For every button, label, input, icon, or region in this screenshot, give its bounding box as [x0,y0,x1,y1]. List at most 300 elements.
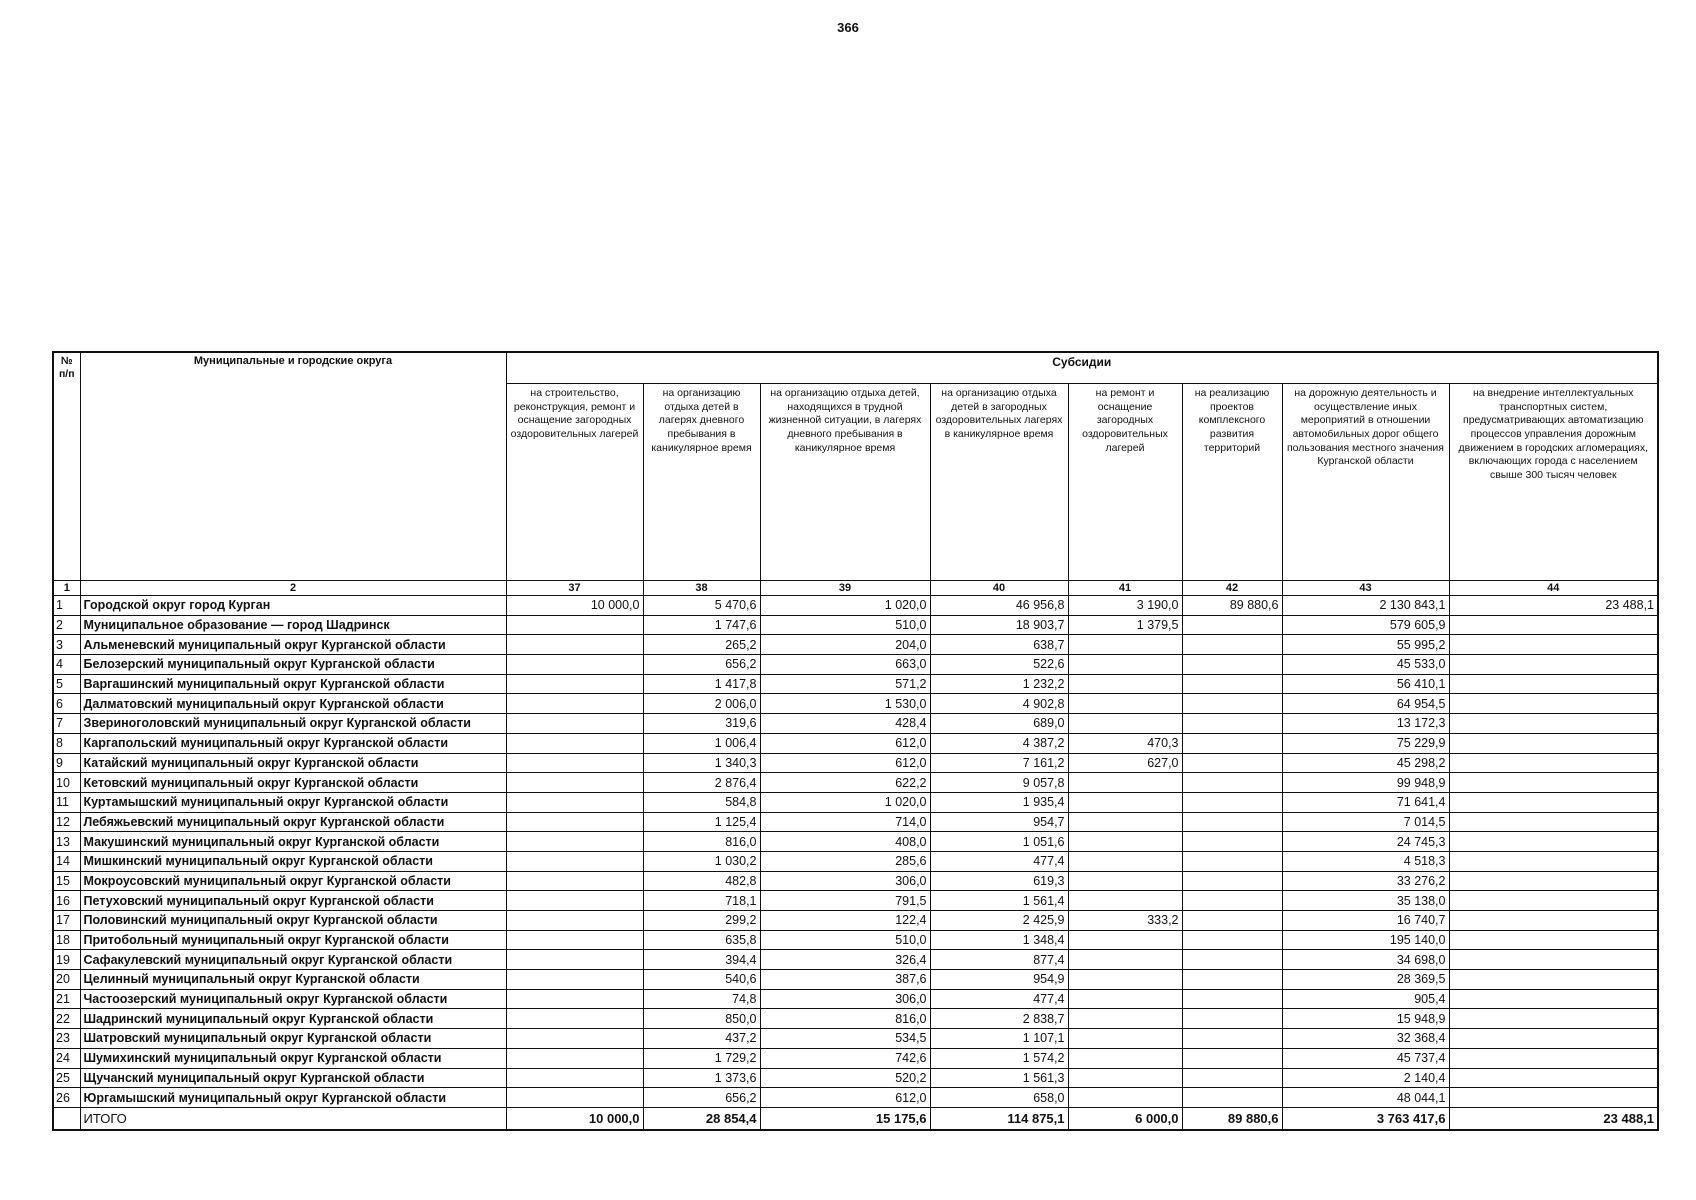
subsidy-value-cell-37: 10 000,0 [506,596,643,616]
subsidy-value-cell-39: 1 530,0 [760,694,930,714]
subsidy-value-cell-42 [1182,635,1282,655]
total-value-37: 10 000,0 [506,1107,643,1130]
subsidy-value-cell-42 [1182,950,1282,970]
table-body [53,596,1658,1108]
subsidy-value-cell-44 [1449,1068,1658,1088]
subsidy-value-cell-38: 1 030,2 [643,851,760,871]
table-row [53,615,1658,635]
subsidy-value-cell-43: 99 948,9 [1282,773,1449,793]
header-sub-37: на строительство, реконструкция, ремонт и оснащение загородных оздоровительных лагерей [506,384,643,581]
column-number: 2 [80,581,506,596]
subsidy-value-cell-44 [1449,615,1658,635]
subsidy-value-cell-43: 195 140,0 [1282,930,1449,950]
table-row [53,950,1658,970]
subsidy-value-cell-37 [506,851,643,871]
table-row [53,773,1658,793]
subsidy-value-cell-38: 265,2 [643,635,760,655]
subsidy-value-cell-39: 408,0 [760,832,930,852]
table-row [53,891,1658,911]
subsidy-value-cell-42 [1182,714,1282,734]
subsidy-value-cell-42 [1182,694,1282,714]
table-row [53,930,1658,950]
subsidy-value-cell-43: 2 130 843,1 [1282,596,1449,616]
subsidy-value-cell-41 [1068,635,1182,655]
subsidy-value-cell-40: 2 838,7 [930,1009,1068,1029]
subsidy-value-cell-43: 32 368,4 [1282,1029,1449,1049]
table-row [53,733,1658,753]
subsidy-value-cell-40: 4 387,2 [930,733,1068,753]
subsidy-value-cell-43: 579 605,9 [1282,615,1449,635]
subsidy-value-cell-37 [506,891,643,911]
subsidy-value-cell-44 [1449,851,1658,871]
table-row [53,714,1658,734]
subsidy-value-cell-37 [506,655,643,675]
subsidy-value-cell-40: 1 051,6 [930,832,1068,852]
subsidy-value-cell-41 [1068,950,1182,970]
subsidy-value-cell-39: 612,0 [760,733,930,753]
subsidy-value-cell-41 [1068,792,1182,812]
subsidy-value-cell-38: 635,8 [643,930,760,950]
district-name-cell: Притобольный муниципальный округ Курганской области [80,930,506,950]
subsidy-value-cell-44 [1449,970,1658,990]
subsidy-value-cell-39: 387,6 [760,970,930,990]
header-sub-41: на ремонт и оснащение загородных оздоровительных лагерей [1068,384,1182,581]
subsidy-value-cell-41 [1068,714,1182,734]
subsidy-value-cell-38: 482,8 [643,871,760,891]
table-row [53,970,1658,990]
subsidy-table [52,351,1659,1131]
column-number: 42 [1182,581,1282,596]
table-row [53,851,1658,871]
header-sub-44: на внедрение интеллектуальных транспортных систем, предусматривающих автоматизацию процессов управления дорожным движением в городских агломерациях, включающих города с населением свыше 300 тысяч человек [1449,384,1658,581]
subsidy-value-cell-43: 28 369,5 [1282,970,1449,990]
total-label: ИТОГО [80,1107,506,1130]
subsidy-value-cell-44 [1449,655,1658,675]
header-sub-38: на организацию отдыха детей в лагерях дневного пребывания в каникулярное время [643,384,760,581]
subsidy-value-cell-40: 9 057,8 [930,773,1068,793]
district-name-cell: Катайский муниципальный округ Курганской области [80,753,506,773]
total-value-43: 3 763 417,6 [1282,1107,1449,1130]
subsidy-value-cell-40: 1 232,2 [930,674,1068,694]
district-name-cell: Мокроусовский муниципальный округ Курганской области [80,871,506,891]
subsidy-value-cell-40: 1 107,1 [930,1029,1068,1049]
subsidy-value-cell-37 [506,792,643,812]
subsidy-value-cell-44 [1449,1088,1658,1108]
subsidy-value-cell-39: 306,0 [760,989,930,1009]
subsidy-value-cell-44 [1449,792,1658,812]
subsidy-value-cell-38: 850,0 [643,1009,760,1029]
district-name-cell: Шумихинский муниципальный округ Курганской области [80,1048,506,1068]
subsidy-value-cell-40: 619,3 [930,871,1068,891]
subsidy-value-cell-40: 46 956,8 [930,596,1068,616]
table-row [53,1068,1658,1088]
header-districts: Муниципальные и городские округа [80,352,506,581]
row-number-cell: 13 [53,832,80,852]
row-number-cell: 8 [53,733,80,753]
subsidy-value-cell-42 [1182,773,1282,793]
subsidy-value-cell-43: 13 172,3 [1282,714,1449,734]
row-number-cell: 5 [53,674,80,694]
header-row-number: № п/п [53,352,80,581]
district-name-cell: Целинный муниципальный округ Курганской области [80,970,506,990]
subsidy-value-cell-40: 877,4 [930,950,1068,970]
subsidy-value-cell-39: 122,4 [760,911,930,931]
district-name-cell: Кетовский муниципальный округ Курганской области [80,773,506,793]
subsidy-value-cell-40: 2 425,9 [930,911,1068,931]
subsidy-value-cell-41 [1068,674,1182,694]
district-name-cell: Сафакулевский муниципальный округ Курганской области [80,950,506,970]
row-number-cell: 12 [53,812,80,832]
subsidy-value-cell-42 [1182,871,1282,891]
subsidy-table-container [52,351,1657,1131]
district-name-cell: Шатровский муниципальный округ Курганской области [80,1029,506,1049]
subsidy-value-cell-39: 742,6 [760,1048,930,1068]
subsidy-value-cell-44 [1449,635,1658,655]
row-number-cell: 20 [53,970,80,990]
subsidy-value-cell-39: 534,5 [760,1029,930,1049]
row-number-cell: 2 [53,615,80,635]
subsidy-value-cell-41: 1 379,5 [1068,615,1182,635]
table-row [53,989,1658,1009]
district-name-cell: Белозерский муниципальный округ Курганской области [80,655,506,675]
subsidy-value-cell-40: 638,7 [930,635,1068,655]
subsidy-value-cell-39: 663,0 [760,655,930,675]
subsidy-value-cell-38: 1 417,8 [643,674,760,694]
subsidy-value-cell-41 [1068,694,1182,714]
subsidy-value-cell-41 [1068,812,1182,832]
subsidy-value-cell-44 [1449,871,1658,891]
district-name-cell: Лебяжьевский муниципальный округ Курганской области [80,812,506,832]
header-sub-39: на организацию отдыха детей, находящихся в трудной жизненной ситуации, в лагерях дневного пребывания в каникулярное время [760,384,930,581]
subsidy-value-cell-40: 1 561,3 [930,1068,1068,1088]
subsidy-value-cell-43: 16 740,7 [1282,911,1449,931]
subsidy-value-cell-37 [506,812,643,832]
subsidy-value-cell-41 [1068,1048,1182,1068]
subsidy-value-cell-42 [1182,1068,1282,1088]
subsidy-value-cell-42 [1182,674,1282,694]
subsidy-value-cell-42 [1182,911,1282,931]
subsidy-value-cell-38: 1 729,2 [643,1048,760,1068]
subsidy-value-cell-39: 306,0 [760,871,930,891]
subsidy-value-cell-43: 56 410,1 [1282,674,1449,694]
subsidy-value-cell-39: 510,0 [760,930,930,950]
subsidy-value-cell-38: 584,8 [643,792,760,812]
total-value-39: 15 175,6 [760,1107,930,1130]
district-name-cell: Варгашинский муниципальный округ Курганской области [80,674,506,694]
row-number-cell: 9 [53,753,80,773]
subsidy-value-cell-42 [1182,832,1282,852]
subsidy-value-cell-37 [506,773,643,793]
subsidy-value-cell-44 [1449,950,1658,970]
subsidy-value-cell-41: 470,3 [1068,733,1182,753]
subsidy-value-cell-41 [1068,891,1182,911]
subsidy-value-cell-43: 75 229,9 [1282,733,1449,753]
row-number-cell: 21 [53,989,80,1009]
subsidy-value-cell-43: 45 737,4 [1282,1048,1449,1068]
subsidy-value-cell-43: 24 745,3 [1282,832,1449,852]
subsidy-value-cell-42 [1182,655,1282,675]
district-name-cell: Альменевский муниципальный округ Курганской области [80,635,506,655]
table-row [53,1048,1658,1068]
row-number-cell: 19 [53,950,80,970]
table-row [53,812,1658,832]
subsidy-value-cell-38: 1 125,4 [643,812,760,832]
subsidy-value-cell-42 [1182,792,1282,812]
subsidy-value-cell-40: 689,0 [930,714,1068,734]
subsidy-value-cell-42 [1182,812,1282,832]
subsidy-value-cell-38: 74,8 [643,989,760,1009]
subsidy-value-cell-44: 23 488,1 [1449,596,1658,616]
total-value-40: 114 875,1 [930,1107,1068,1130]
subsidy-value-cell-42 [1182,1029,1282,1049]
column-number: 43 [1282,581,1449,596]
page-number: 366 [837,20,859,35]
subsidy-value-cell-42 [1182,891,1282,911]
subsidy-value-cell-38: 718,1 [643,891,760,911]
subsidy-value-cell-42 [1182,733,1282,753]
subsidy-value-cell-37 [506,1029,643,1049]
row-number-cell: 23 [53,1029,80,1049]
subsidy-value-cell-40: 477,4 [930,989,1068,1009]
total-value-41: 6 000,0 [1068,1107,1182,1130]
row-number-cell: 10 [53,773,80,793]
district-name-cell: Макушинский муниципальный округ Курганской области [80,832,506,852]
subsidy-value-cell-41 [1068,930,1182,950]
subsidy-value-cell-37 [506,1068,643,1088]
district-name-cell: Далматовский муниципальный округ Курганской области [80,694,506,714]
column-number: 44 [1449,581,1658,596]
subsidy-value-cell-39: 326,4 [760,950,930,970]
subsidy-value-cell-40: 4 902,8 [930,694,1068,714]
subsidy-value-cell-37 [506,871,643,891]
column-number: 38 [643,581,760,596]
row-number-cell: 4 [53,655,80,675]
total-value-42: 89 880,6 [1182,1107,1282,1130]
table-row [53,694,1658,714]
subsidy-value-cell-42 [1182,930,1282,950]
subsidy-value-cell-43: 35 138,0 [1282,891,1449,911]
subsidy-value-cell-39: 612,0 [760,753,930,773]
subsidy-value-cell-42 [1182,615,1282,635]
subsidy-value-cell-38: 2 876,4 [643,773,760,793]
district-name-cell: Звериноголовский муниципальный округ Курганской области [80,714,506,734]
subsidy-value-cell-39: 612,0 [760,1088,930,1108]
subsidy-value-cell-43: 7 014,5 [1282,812,1449,832]
row-number-cell: 25 [53,1068,80,1088]
subsidy-value-cell-37 [506,1009,643,1029]
district-name-cell: Юргамышский муниципальный округ Курганской области [80,1088,506,1108]
subsidy-value-cell-42 [1182,1088,1282,1108]
subsidy-value-cell-40: 477,4 [930,851,1068,871]
subsidy-value-cell-43: 45 298,2 [1282,753,1449,773]
subsidy-value-cell-42: 89 880,6 [1182,596,1282,616]
row-number-cell: 14 [53,851,80,871]
subsidy-value-cell-41: 3 190,0 [1068,596,1182,616]
row-number-cell: 26 [53,1088,80,1108]
subsidy-value-cell-42 [1182,753,1282,773]
column-number: 39 [760,581,930,596]
subsidy-value-cell-41 [1068,989,1182,1009]
subsidy-value-cell-44 [1449,694,1658,714]
subsidy-value-cell-39: 714,0 [760,812,930,832]
subsidy-value-cell-39: 1 020,0 [760,596,930,616]
subsidy-value-cell-41 [1068,1029,1182,1049]
subsidy-value-cell-41: 333,2 [1068,911,1182,931]
subsidy-value-cell-37 [506,615,643,635]
table-row [53,871,1658,891]
subsidy-value-cell-40: 1 348,4 [930,930,1068,950]
subsidy-value-cell-38: 1 340,3 [643,753,760,773]
subsidy-value-cell-38: 1 373,6 [643,1068,760,1088]
subsidy-value-cell-40: 954,7 [930,812,1068,832]
subsidy-value-cell-43: 64 954,5 [1282,694,1449,714]
table-row [53,1088,1658,1108]
subsidy-value-cell-39: 285,6 [760,851,930,871]
row-number-cell: 1 [53,596,80,616]
subsidy-value-cell-44 [1449,1009,1658,1029]
subsidy-value-cell-38: 1 006,4 [643,733,760,753]
subsidy-value-cell-39: 520,2 [760,1068,930,1088]
subsidy-value-cell-37 [506,989,643,1009]
subsidy-value-cell-43: 905,4 [1282,989,1449,1009]
table-row [53,911,1658,931]
district-name-cell: Шадринский муниципальный округ Курганской области [80,1009,506,1029]
subsidy-value-cell-38: 5 470,6 [643,596,760,616]
subsidy-value-cell-43: 55 995,2 [1282,635,1449,655]
subsidy-value-cell-39: 204,0 [760,635,930,655]
subsidy-value-cell-38: 1 747,6 [643,615,760,635]
subsidy-value-cell-42 [1182,851,1282,871]
row-number-cell: 16 [53,891,80,911]
row-number-cell: 22 [53,1009,80,1029]
district-name-cell: Половинский муниципальный округ Курганской области [80,911,506,931]
subsidy-value-cell-41: 627,0 [1068,753,1182,773]
subsidy-value-cell-40: 954,9 [930,970,1068,990]
subsidy-value-cell-37 [506,832,643,852]
subsidy-value-cell-41 [1068,871,1182,891]
subsidy-value-cell-37 [506,733,643,753]
subsidy-value-cell-44 [1449,812,1658,832]
row-number-cell: 3 [53,635,80,655]
subsidy-value-cell-37 [506,694,643,714]
subsidy-value-cell-43: 48 044,1 [1282,1088,1449,1108]
table-row [53,792,1658,812]
district-name-cell: Муниципальное образование — город Шадринск [80,615,506,635]
subsidy-value-cell-39: 1 020,0 [760,792,930,812]
subsidy-value-cell-37 [506,635,643,655]
table-row [53,832,1658,852]
subsidy-value-cell-37 [506,970,643,990]
subsidy-value-cell-40: 1 561,4 [930,891,1068,911]
total-row-number-cell [53,1107,80,1130]
subsidy-value-cell-39: 622,2 [760,773,930,793]
district-name-cell: Городской округ город Курган [80,596,506,616]
column-number: 40 [930,581,1068,596]
subsidy-value-cell-37 [506,1088,643,1108]
subsidy-value-cell-38: 319,6 [643,714,760,734]
table-row [53,753,1658,773]
subsidy-value-cell-44 [1449,832,1658,852]
subsidy-value-cell-44 [1449,911,1658,931]
subsidy-value-cell-37 [506,674,643,694]
column-number: 41 [1068,581,1182,596]
subsidy-value-cell-38: 299,2 [643,911,760,931]
subsidy-value-cell-41 [1068,1088,1182,1108]
subsidy-value-cell-40: 658,0 [930,1088,1068,1108]
subsidy-value-cell-42 [1182,970,1282,990]
district-name-cell: Щучанский муниципальный округ Курганской области [80,1068,506,1088]
subsidy-value-cell-38: 394,4 [643,950,760,970]
table-row [53,674,1658,694]
subsidy-value-cell-44 [1449,1029,1658,1049]
subsidy-value-cell-38: 816,0 [643,832,760,852]
subsidy-value-cell-41 [1068,832,1182,852]
district-name-cell: Каргапольский муниципальный округ Курганской области [80,733,506,753]
subsidy-value-cell-44 [1449,891,1658,911]
subsidy-value-cell-37 [506,714,643,734]
subsidy-value-cell-44 [1449,930,1658,950]
subsidy-value-cell-37 [506,1048,643,1068]
row-number-cell: 17 [53,911,80,931]
row-number-cell: 24 [53,1048,80,1068]
subsidy-value-cell-41 [1068,773,1182,793]
column-number: 1 [53,581,80,596]
total-value-44: 23 488,1 [1449,1107,1658,1130]
subsidy-value-cell-37 [506,753,643,773]
district-name-cell: Мишкинский муниципальный округ Курганской области [80,851,506,871]
subsidy-value-cell-38: 437,2 [643,1029,760,1049]
subsidy-value-cell-44 [1449,773,1658,793]
subsidy-value-cell-44 [1449,1048,1658,1068]
subsidy-value-cell-43: 15 948,9 [1282,1009,1449,1029]
row-number-cell: 15 [53,871,80,891]
table-row [53,635,1658,655]
subsidy-value-cell-43: 45 533,0 [1282,655,1449,675]
subsidy-value-cell-44 [1449,733,1658,753]
district-name-cell: Петуховский муниципальный округ Курганской области [80,891,506,911]
subsidy-value-cell-44 [1449,674,1658,694]
subsidy-value-cell-43: 34 698,0 [1282,950,1449,970]
subsidy-value-cell-43: 33 276,2 [1282,871,1449,891]
subsidy-value-cell-41 [1068,851,1182,871]
subsidy-value-cell-41 [1068,970,1182,990]
district-name-cell: Куртамышский муниципальный округ Курганской области [80,792,506,812]
subsidy-value-cell-38: 2 006,0 [643,694,760,714]
subsidy-value-cell-44 [1449,714,1658,734]
header-sub-40: на организацию отдыха детей в загородных оздоровительных лагерях в каникулярное время [930,384,1068,581]
district-name-cell: Частоозерский муниципальный округ Курганской области [80,989,506,1009]
subsidy-value-cell-41 [1068,655,1182,675]
subsidy-value-cell-43: 71 641,4 [1282,792,1449,812]
subsidy-value-cell-39: 510,0 [760,615,930,635]
header-sub-42: на реализацию проектов комплексного развития территорий [1182,384,1282,581]
subsidy-value-cell-42 [1182,989,1282,1009]
subsidy-value-cell-40: 7 161,2 [930,753,1068,773]
subsidy-value-cell-43: 2 140,4 [1282,1068,1449,1088]
subsidy-value-cell-40: 18 903,7 [930,615,1068,635]
total-value-38: 28 854,4 [643,1107,760,1130]
row-number-cell: 7 [53,714,80,734]
subsidy-value-cell-39: 816,0 [760,1009,930,1029]
subsidy-value-cell-41 [1068,1009,1182,1029]
row-number-cell: 6 [53,694,80,714]
subsidy-value-cell-38: 656,2 [643,1088,760,1108]
subsidy-value-cell-41 [1068,1068,1182,1088]
subsidy-value-cell-43: 4 518,3 [1282,851,1449,871]
row-number-cell: 11 [53,792,80,812]
subsidy-value-cell-42 [1182,1009,1282,1029]
subsidy-value-cell-40: 522,6 [930,655,1068,675]
